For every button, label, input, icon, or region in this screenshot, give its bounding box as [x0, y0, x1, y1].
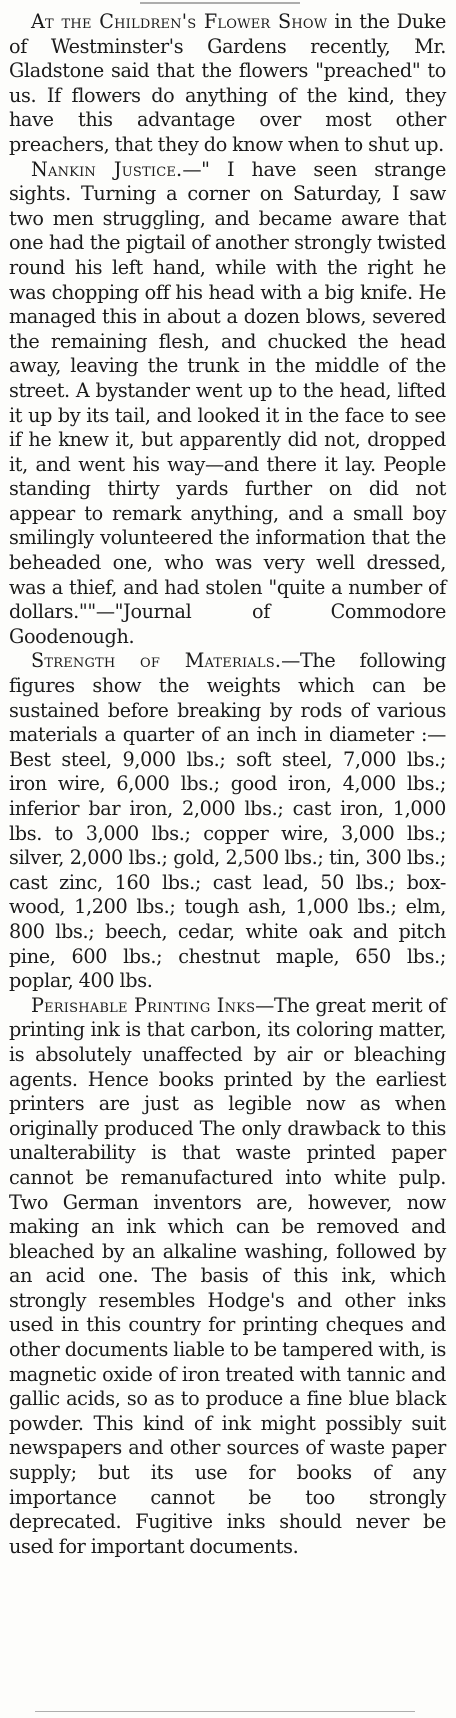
bottom-divider	[35, 1711, 415, 1712]
article-heading: Strength of Materials.	[31, 649, 282, 673]
article-strength-of-materials	[9, 649, 446, 993]
article-heading: Perishable Printing Inks	[31, 993, 256, 1017]
article-flower-show	[9, 10, 446, 158]
article-nankin-justice	[9, 158, 446, 650]
article-body: —The great merit of printing ink is that carbon, its coloring matter, is absolutely unaffected by air or bleaching agents. Hence books printed by the earliest printers are just as legible now as when originally produced The only drawback to this unalterability is that waste printed paper cannot be remanufactured into white pulp. Two German inventors are, however, now making an ink which can be removed and bleached by an alkaline washing, followed by an acid one. The basis of this ink, which strongly resembles Hodge's and other inks used in this country for printing cheques and other documents liable to be tampered with, is magnetic oxide of iron treated with tannic and gallic acids, so as to produce a fine blue black powder. This kind of ink might possibly suit newspapers and other sources of waste paper supply; but its use for books of any importance cannot be too strongly deprecated. Fugitive inks should never be used for important documents.	[9, 993, 446, 1558]
article-body: in the Duke of Westminster's Gardens recently, Mr. Gladstone said that the flowers "preached" to us. If flowers do anything of the kind, they have this advantage over most other preachers, that they do know when to shut up.	[9, 10, 446, 156]
article-body: —" I have seen strange sights. Turning a corner on Saturday, I saw two men struggling, and became aware that one had the pigtail of another strongly twisted round his left hand, while with the right he was chopping off his head with a big knife. He managed this in about a dozen blows, severed the remaining flesh, and chucked the head away, leaving the trunk in the middle of the street. A bystander went up to the head, lifted it up by its tail, and looked it in the face to see if he knew it, but apparently did not, dropped it, and went his way—and there it lay. People standing thirty yards further on did not appear to remark anything, and a small boy smilingly volunteered the information that the beheaded one, who was very well dressed, was a thief, and had stolen "quite a number of dollars.""—"Journal of Commodore Goodenough.	[9, 157, 446, 648]
article-perishable-printing-inks	[9, 994, 446, 1560]
article-heading: At the Children's Flower Show	[31, 10, 328, 33]
top-divider	[140, 2, 300, 4]
article-heading: Nankin Justice.	[31, 157, 183, 181]
article-body: —The following figures show the weights which can be sustained before breaking by rods of various materials a quarter of an inch in diameter :— Best steel, 9,000 lbs.; soft steel, 7,000 lbs.; iron wire, 6,000 lbs.; good iron, 4,000 lbs.; inferior bar iron, 2,000 lbs.; cast iron, 1,000 lbs. to 3,000 lbs.; copper wire, 3,000 lbs.; silver, 2,000 lbs.; gold, 2,500 lbs.; tin, 300 lbs.; cast zinc, 160 lbs.; cast lead, 50 lbs.; box-wood, 1,200 lbs.; tough ash, 1,000 lbs.; elm, 800 lbs.; beech, cedar, white oak and pitch pine, 600 lbs.; chestnut maple, 650 lbs.; poplar, 400 lbs.	[9, 649, 446, 993]
